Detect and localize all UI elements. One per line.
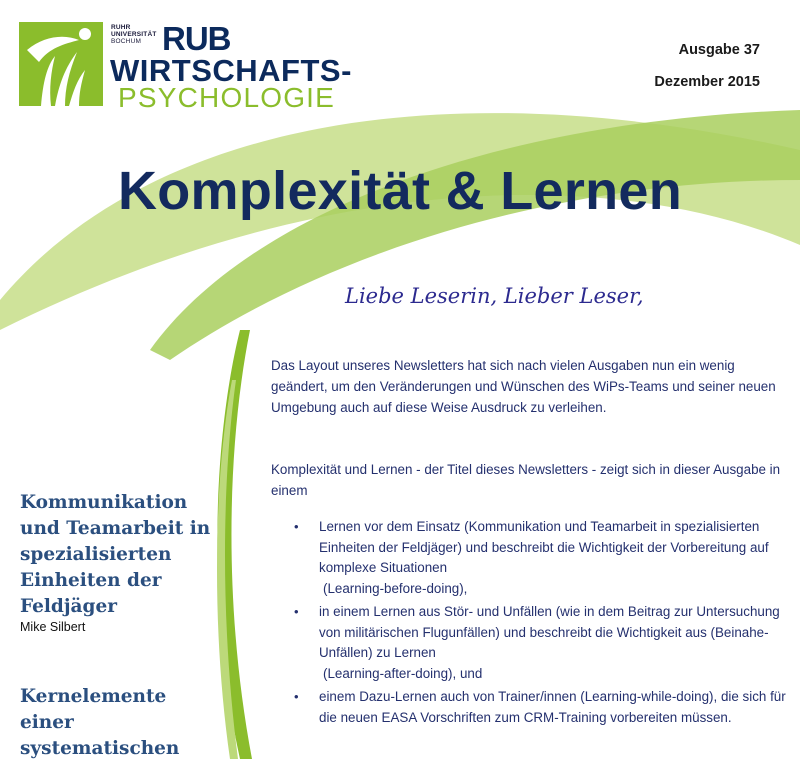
psychologie-text: PSYCHOLOGIE	[118, 82, 336, 113]
bullet-icon: •	[294, 519, 299, 534]
list-item	[290, 602, 790, 684]
list-item-tag: (Learning-before-doing),	[323, 580, 468, 596]
sidebar-article-title-1[interactable]: Kommunikation und Teamarbeit in spezialisierten Einheiten der Feldjäger	[20, 492, 211, 617]
sidebar-article-title-2[interactable]: Kernelemente einer systematischen	[20, 686, 180, 759]
university-name	[111, 24, 157, 45]
university-line-1: RUHR	[111, 24, 131, 31]
university-line-2: UNIVERSITÄT	[111, 31, 157, 38]
topic-list	[290, 517, 790, 731]
list-item-text: in einem Lernen aus Stör- und Unfällen (wie in dem Beitrag zur Untersuchung von militärischen Flugunfällen) und beschreibt die Wichtigkeit aus (Beinahe-Unfällen) zu Lernen	[319, 604, 780, 660]
list-item	[290, 687, 790, 728]
wips-figure-logo-icon	[19, 22, 103, 106]
bullet-icon: •	[294, 604, 299, 619]
intro-paragraph: Das Layout unseres Newsletters hat sich nach vielen Ausgaben nun ein wenig geändert, um den Veränderungen und Wünschen des WiPs-Teams und seiner neuen Umgebung auch auf diese Weise Ausdruck zu verleihen.	[271, 358, 776, 415]
list-item-text: Lernen vor dem Einsatz (Kommunikation und Teamarbeit in spezialisierten Einheiten der Feldjäger) und beschreibt die Wichtigkeit der Vorbereitung auf komplexe Situationen	[319, 519, 769, 575]
page-title: Komplexität & Lernen	[117, 161, 683, 221]
list-item-tag: (Learning-after-doing), und	[323, 665, 483, 681]
issue-date: Dezember 2015	[654, 74, 760, 90]
list-item-text: einem Dazu-Lernen auch von Trainer/innen (Learning-while-doing), die sich für die neuen EASA Vorschriften zum CRM-Training vorbereiten müssen.	[319, 689, 786, 725]
list-item	[290, 517, 790, 599]
issue-number: Ausgabe 37	[678, 42, 760, 58]
greeting: Liebe Leserin, Lieber Leser,	[345, 284, 644, 308]
logo-mark	[19, 22, 103, 106]
sidebar-article-author-1: Mike Silbert	[20, 620, 86, 634]
bullet-icon: •	[294, 689, 299, 704]
wirtschafts-text: WIRTSCHAFTS-	[110, 53, 352, 88]
university-line-3: BOCHUM	[111, 38, 142, 45]
topic-paragraph: Komplexität und Lernen - der Titel dieses Newsletters - zeigt sich in dieser Ausgabe in einem	[271, 462, 781, 498]
rub-logo-text: RUB	[162, 20, 231, 57]
